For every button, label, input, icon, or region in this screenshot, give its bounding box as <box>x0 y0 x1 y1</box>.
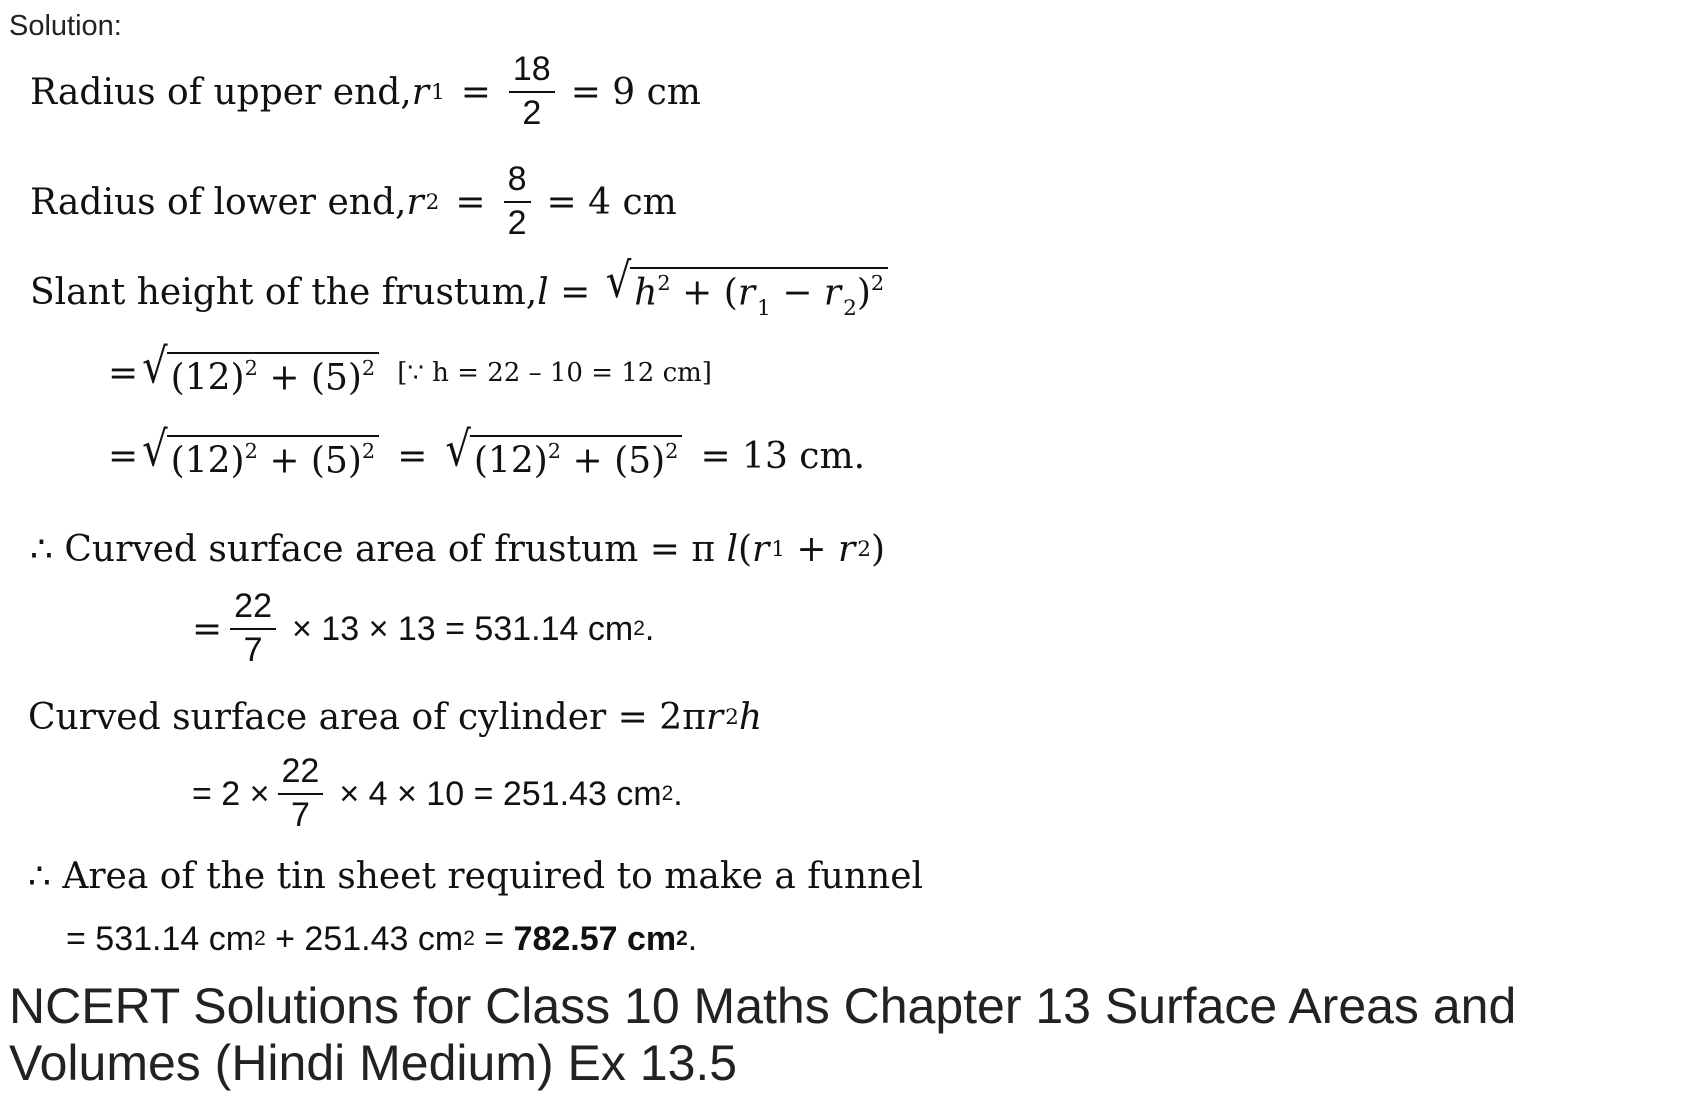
r2-symbol: r <box>823 272 842 314</box>
fraction-22-over-7 <box>278 754 324 833</box>
r1-subscript: 1 <box>430 79 445 105</box>
h-symbol: h <box>634 272 658 314</box>
radius-lower-text: Radius of lower end, <box>30 181 407 223</box>
period: . <box>687 919 698 958</box>
close-paren: ) <box>871 528 886 570</box>
plus-sign: + <box>784 528 839 570</box>
equals-sign: = <box>192 608 223 650</box>
r2-symbol: r <box>406 181 424 223</box>
radius-upper-line <box>30 48 701 136</box>
r1-symbol: r <box>411 71 429 113</box>
equals-sign: = <box>397 435 428 477</box>
r2-subscript: 2 <box>857 536 872 562</box>
fraction-8-over-2 <box>504 162 531 241</box>
radical-sign: √ <box>142 422 168 478</box>
final-answer: 782.57 cm <box>513 919 677 958</box>
fraction-numerator: 8 <box>504 162 531 203</box>
cylinder-csa-text: Curved surface area of cylinder = 2π <box>28 696 706 738</box>
slant-result-line <box>108 422 866 484</box>
fraction-numerator: 22 <box>230 589 276 630</box>
root-a <box>142 422 379 482</box>
r-symbol: r <box>705 696 724 738</box>
r1-symbol: r <box>737 272 756 314</box>
equals-sign: = <box>108 352 139 394</box>
term-5: + (5) <box>257 440 362 482</box>
close-paren: ) <box>856 272 871 314</box>
frustum-csa-text: Curved surface area of frustum = π <box>52 528 727 570</box>
period: . <box>644 609 655 648</box>
height-note: [∵ h = 22 – 10 = 12 cm] <box>397 358 712 388</box>
solution-label: Solution: <box>9 10 122 42</box>
l-symbol: l <box>537 271 549 313</box>
slant-substitution-line <box>108 339 712 401</box>
fraction-22-over-7 <box>230 589 276 668</box>
unit-exponent: 2 <box>633 617 645 640</box>
cylinder-csa-result-line <box>192 748 683 840</box>
frustum-csa-result-line <box>192 583 654 675</box>
answer-exponent: 2 <box>676 927 688 950</box>
term-12: (12) <box>170 440 245 482</box>
slant-height-line <box>30 253 892 322</box>
slant-height-text: Slant height of the frustum, <box>30 271 538 313</box>
r1-symbol: r <box>752 528 770 570</box>
radius-lower-line <box>30 158 677 246</box>
exponent: 2 <box>547 438 562 463</box>
fraction-denominator: 7 <box>290 796 310 834</box>
equals-sign: = <box>474 919 514 958</box>
therefore-symbol: ∴ <box>28 855 51 897</box>
page-title: NCERT Solutions for Class 10 Maths Chapter 13 Surface Areas and Volumes (Hindi Medium) Ex 13.5 <box>9 978 1517 1091</box>
l-symbol: l <box>726 528 738 570</box>
radical-sign: √ <box>605 253 632 310</box>
r2-subscript: 2 <box>843 295 857 321</box>
fraction-denominator: 2 <box>522 94 542 132</box>
r2-symbol: r <box>838 528 856 570</box>
radius-upper-result: = 9 cm <box>570 71 701 113</box>
term-5: + (5) <box>257 357 362 399</box>
root-b <box>445 422 682 482</box>
slant-result: = 13 cm. <box>700 435 866 477</box>
tin-sheet-line <box>28 847 923 905</box>
therefore-symbol: ∴ <box>30 528 53 570</box>
exponent: 2 <box>361 355 376 380</box>
equals-sign: = <box>455 181 486 223</box>
exponent: 2 <box>665 438 679 463</box>
radicand <box>470 435 683 482</box>
r2-subscript: 2 <box>725 704 739 730</box>
term-12: (12) <box>473 440 548 482</box>
frustum-csa-line <box>30 520 885 578</box>
period: . <box>673 774 683 813</box>
tin-sheet-text: Area of the tin sheet required to make a funnel <box>50 855 924 897</box>
h-symbol: h <box>738 696 763 738</box>
radical-sign: √ <box>142 339 168 395</box>
r1-subscript: 1 <box>771 536 785 562</box>
substitution-root <box>142 339 379 399</box>
r2-subscript: 2 <box>425 189 440 215</box>
equals-sign: = <box>548 271 602 313</box>
two-times: = 2 × <box>192 774 270 813</box>
total-area-term1: = 531.14 cm <box>66 919 255 958</box>
slant-height-root <box>605 253 888 321</box>
unit-exponent: 2 <box>463 927 475 950</box>
open-paren: ( <box>737 528 753 570</box>
radicand <box>630 267 888 320</box>
plus-open: + ( <box>670 272 738 314</box>
term-5: + (5) <box>561 440 666 482</box>
cylinder-csa-result: × 4 × 10 = 251.43 cm <box>339 774 662 813</box>
exponent: 2 <box>361 438 376 463</box>
cylinder-csa-line <box>28 688 762 746</box>
fraction-denominator: 2 <box>507 204 527 242</box>
exponent: 2 <box>244 438 258 463</box>
equals-sign: = <box>108 435 139 477</box>
total-area-line <box>66 910 697 968</box>
unit-exponent: 2 <box>254 927 266 950</box>
fraction-numerator: 18 <box>509 52 555 93</box>
fraction-18-over-2 <box>509 52 555 131</box>
paren-exponent: 2 <box>870 271 885 296</box>
fraction-denominator: 7 <box>243 631 263 669</box>
fraction-numerator: 22 <box>278 754 324 795</box>
r1-subscript: 1 <box>757 295 771 321</box>
radius-lower-result: = 4 cm <box>546 181 677 223</box>
frustum-csa-result: × 13 × 13 = 531.14 cm <box>292 609 634 648</box>
equals-sign: = <box>460 71 491 113</box>
unit-exponent: 2 <box>661 782 674 805</box>
total-area-term2: + 251.43 cm <box>265 919 464 958</box>
radius-upper-text: Radius of upper end, <box>30 71 412 113</box>
term-12: (12) <box>170 357 245 399</box>
radicand <box>167 435 380 482</box>
h-exponent: 2 <box>657 271 671 296</box>
minus-sign: − <box>770 272 824 314</box>
radicand <box>167 352 380 399</box>
radical-sign: √ <box>445 422 471 478</box>
exponent: 2 <box>244 355 258 380</box>
